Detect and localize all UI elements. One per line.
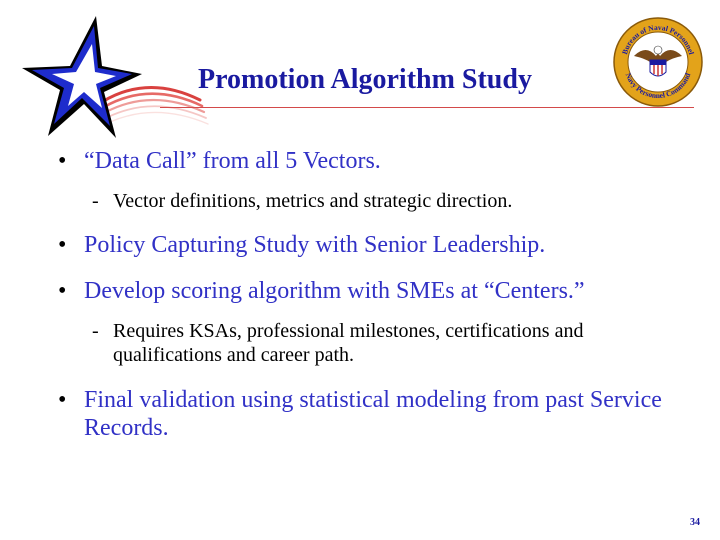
bullet-marker: •	[58, 278, 67, 304]
sub-bullet-text: Requires KSAs, professional milestones, certifications and qualifications and career path.	[113, 320, 584, 366]
slide-title: Promotion Algorithm Study	[198, 64, 532, 95]
sub-bullet-item	[92, 319, 692, 367]
sub-bullet-text: Vector definitions, metrics and strategic direction.	[113, 190, 513, 212]
bullet-item	[58, 231, 698, 259]
bullet-text: Final validation using statistical modeling from past Service Records.	[84, 387, 662, 441]
seal-bottom-text: Navy Personnel Command	[623, 71, 693, 101]
bullet-text: Develop scoring algorithm with SMEs at “Centers.”	[84, 278, 585, 304]
bullet-marker: •	[58, 148, 67, 174]
dash-marker: -	[92, 320, 99, 342]
bullet-item	[58, 386, 698, 442]
dash-marker: -	[92, 190, 99, 212]
bullet-item	[58, 147, 698, 175]
bullet-text: Policy Capturing Study with Senior Leadership.	[84, 232, 546, 258]
bullet-marker: •	[58, 232, 67, 258]
bullet-item	[58, 277, 698, 305]
bullet-text: “Data Call” from all 5 Vectors.	[84, 148, 381, 174]
sub-bullet-item	[92, 189, 692, 213]
page-number: 34	[690, 517, 700, 528]
seal-top-text: Bureau of Naval Personnel	[620, 22, 696, 56]
bullet-marker: •	[58, 387, 67, 413]
